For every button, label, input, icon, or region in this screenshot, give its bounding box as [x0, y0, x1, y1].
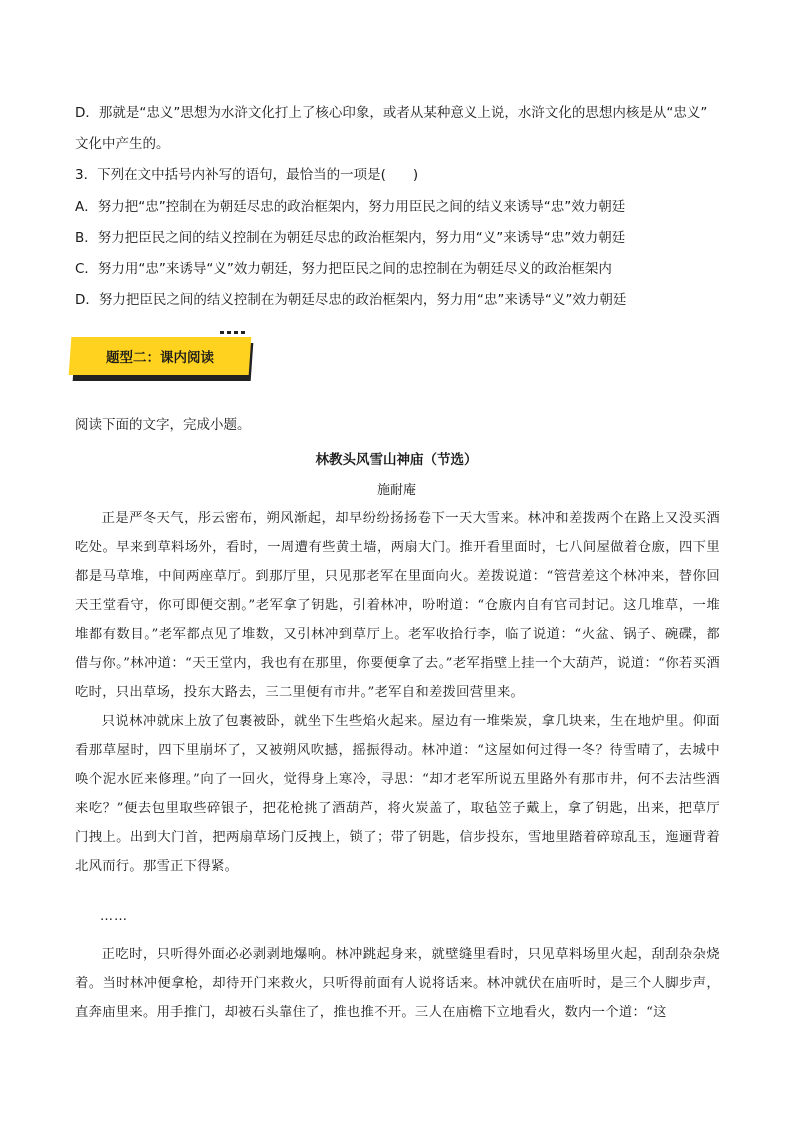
passage-title: 林教头风雪山神庙（节选） [315, 452, 478, 468]
passage-paragraph-1: 正是严冬天气，彤云密布，朔风渐起，却早纷纷扬扬卷下一天大雪来。林冲和差拨两个在路上又没买酒吃处。早来到草料场外，看时，一周遭有些黄土墙，两扇大门。推开看里面时，七八间屋做着仓廒，四下里都是马草堆，中间两座草厅。到那厅里，只见那老军在里面向火。差拨说道：“管营差这个林冲来，替你回天王堂看守，你可即便交割。”老军拿了钥匙，引着林冲，吩咐道：“仓廒内自有官司封记。这几堆草，一堆堆都有数目。”老军都点见了堆数，又引林冲到草厅上。老军收拾行李，临了说道：“火盆、锅子、碗碟，都借与你。”林冲道：“天王堂内，我也有在那里，你要便拿了去。”老军指壁上挂一个大葫芦，说道：“你若买酒吃时，只出草场，投东大路去，三二里便有市井。”老军自和差拨回营里来。 [75, 511, 720, 700]
option-d-line-1: D．那就是“忠义”思想为水浒文化打上了核心印象，或者从某种意义上说，水浒文化的思想内核是从“忠义” [75, 105, 708, 121]
banner-decoration [220, 331, 250, 337]
banner-label: 题型二：课内阅读 [106, 350, 214, 366]
passage-author: 施耐庵 [376, 483, 416, 498]
question-3-stem: 3．下列在文中括号内补写的语句，最恰当的一项是( ) [75, 167, 419, 183]
question-3-option-b: B．努力把臣民之间的结义控制在为朝廷尽忠的政治框架内，努力用“义”来诱导“忠”效力朝廷 [75, 230, 626, 246]
passage-body-continued [75, 940, 720, 1027]
passage-body [75, 504, 720, 881]
question-3-option-a: A．努力把“忠”控制在为朝廷尽忠的政治框架内，努力用臣民之间的结义来诱导“忠”效力朝廷 [75, 199, 626, 215]
passage-paragraph-2: 只说林冲就床上放了包裹被卧，就坐下生些焰火起来。屋边有一堆柴炭，拿几块来，生在地炉里。仰面看那草屋时，四下里崩坏了，又被朔风吹撼，摇振得动。林冲道：“这屋如何过得一冬？待雪晴了，去城中唤个泥水匠来修理。”向了一回火，觉得身上寒冷，寻思：“却才老军所说五里路外有那市井，何不去沽些酒来吃？”便去包里取些碎银子，把花枪挑了酒葫芦，将火炭盖了，取毡笠子戴上，拿了钥匙，出来，把草厅门拽上。出到大门首，把两扇草场门反拽上，锁了；带了钥匙，信步投东，雪地里踏着碎琼乱玉，迤逦背着北风而行。那雪正下得紧。 [75, 714, 720, 874]
passage-paragraph-3: 正吃时，只听得外面必必剥剥地爆响。林冲跳起身来，就壁缝里看时，只见草料场里火起，刮刮杂杂烧着。当时林冲便拿枪，却待开门来救火，只听得前面有人说将话来。林冲就伏在庙听时，是三个人脚步声，直奔庙里来。用手推门，却被石头靠住了，推也推不开。三人在庙檐下立地看火，数内一个道：“这 [75, 947, 720, 1020]
section-banner [70, 337, 253, 381]
question-3-option-c: C．努力用“忠”来诱导“义”效力朝廷，努力把臣民之间的忠控制在为朝廷尽义的政治框架内 [75, 261, 612, 277]
question-3-option-d: D．努力把臣民之间的结义控制在为朝廷尽忠的政治框架内，努力用“忠”来诱导“义”效力朝廷 [75, 292, 627, 308]
reading-instruction: 阅读下面的文字，完成小题。 [75, 417, 251, 433]
passage-ellipsis: …… [100, 909, 128, 924]
option-d-line-2: 文化中产生的。 [75, 136, 170, 152]
